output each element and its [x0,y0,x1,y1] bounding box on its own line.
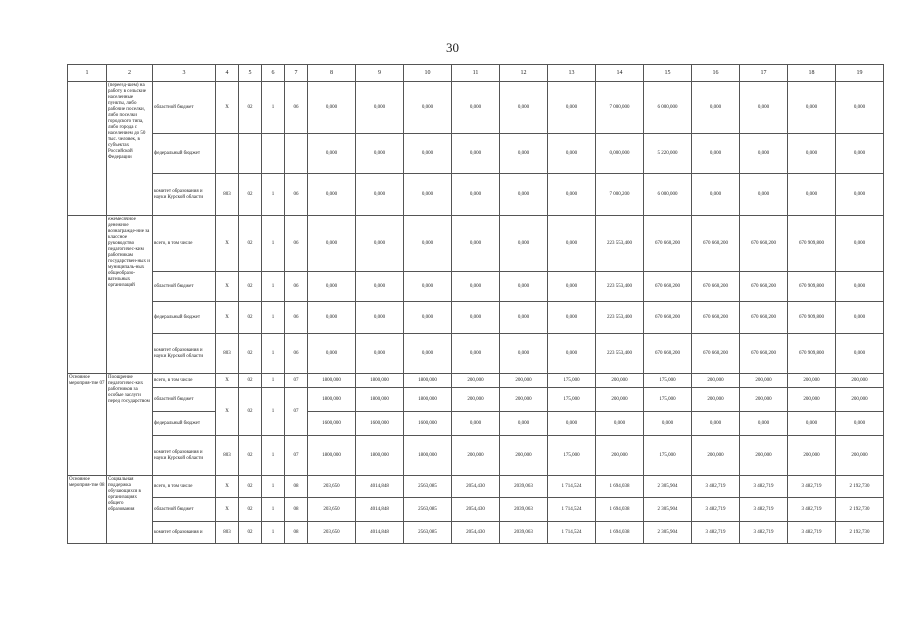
amount-cell: 670 660,200 [740,216,788,272]
amount-cell: 200,000 [692,374,740,388]
amount-cell: 1 694,038 [596,498,644,522]
funding-source-cell: всего, в том числе [153,476,216,498]
amount-cell: 670 660,200 [692,272,740,302]
amount-cell: 2054,430 [452,498,500,522]
amount-cell: 0,000 [452,272,500,302]
amount-cell: 1800,000 [308,436,356,476]
funding-source-cell: комитет образования и [153,522,216,544]
amount-cell: 0,000 [356,134,404,174]
amount-cell: 0,000 [452,82,500,134]
amount-cell: 200,000 [452,388,500,412]
amount-cell: 175,000 [644,374,692,388]
code-rz-cell: 02 [239,174,262,216]
column-number-cell: 8 [308,65,356,82]
amount-cell: 0,000 [548,272,596,302]
amount-cell: 0,000 [356,82,404,134]
amount-cell: 0,000 [548,216,596,272]
amount-cell: 0,000 [404,216,452,272]
amount-cell: 0,000 [452,134,500,174]
table-row [68,272,884,302]
amount-cell: 2563,085 [404,498,452,522]
code-csr-cell: 07 [285,388,308,436]
amount-cell: 7 000,200 [596,174,644,216]
funding-source-cell: федеральный бюджет [153,302,216,334]
funding-source-cell: всего, в том числе [153,216,216,272]
code-rz-cell: 02 [239,388,262,436]
amount-cell: 4014,848 [356,522,404,544]
amount-cell: 0,000 [356,174,404,216]
event-code-cell: Основное мероприя-тие 08 [68,476,107,544]
amount-cell: 1800,000 [404,374,452,388]
amount-cell: 200,000 [452,436,500,476]
amount-cell: 200,000 [500,388,548,412]
code-pr-cell: 1 [262,272,285,302]
amount-cell: 4014,848 [356,498,404,522]
code-rz-cell: 02 [239,302,262,334]
amount-cell: 1 714,524 [548,498,596,522]
amount-cell: 200,000 [740,374,788,388]
amount-cell: 3 482,719 [740,498,788,522]
amount-cell: 670 660,200 [740,334,788,374]
code-pr-cell [262,134,285,174]
amount-cell: 0,000 [692,412,740,436]
code-pr-cell: 1 [262,476,285,498]
amount-cell: 223 553,400 [596,216,644,272]
table-row [68,134,884,174]
amount-cell: 2 192,730 [836,476,884,498]
funding-source-cell: комитет образования и науки Курской области [153,334,216,374]
amount-cell: 203,650 [308,498,356,522]
amount-cell: 0,000 [308,302,356,334]
code-rz-cell: 02 [239,334,262,374]
amount-cell: 1800,000 [356,436,404,476]
code-csr-cell: 06 [285,174,308,216]
amount-cell: 3 482,719 [740,522,788,544]
amount-cell: 0,000 [740,174,788,216]
amount-cell: 2 305,904 [644,498,692,522]
amount-cell: 200,000 [596,374,644,388]
amount-cell: 670 660,200 [644,302,692,334]
code-rz-cell: 02 [239,272,262,302]
funding-source-cell: областной бюджет [153,272,216,302]
amount-cell: 200,000 [692,388,740,412]
code-grbs-cell: X [216,374,239,388]
amount-cell: 200,000 [452,374,500,388]
code-rz-cell: 02 [239,522,262,544]
amount-cell: 0,000 [548,412,596,436]
amount-cell: 200,000 [788,374,836,388]
table-row [68,498,884,522]
code-csr-cell: 08 [285,522,308,544]
amount-cell: 670 909,800 [788,334,836,374]
amount-cell: 670 660,200 [644,216,692,272]
column-number-cell: 1 [68,65,107,82]
code-rz-cell: 02 [239,476,262,498]
funding-source-cell: комитет образования и науки Курской области [153,436,216,476]
code-rz-cell: 02 [239,82,262,134]
column-number-cell: 10 [404,65,452,82]
amount-cell: 175,000 [548,436,596,476]
amount-cell: 670 660,200 [692,216,740,272]
code-csr-cell: 07 [285,436,308,476]
amount-cell: 0,000 [788,134,836,174]
table-row [68,334,884,374]
code-csr-cell: 08 [285,476,308,498]
column-number-cell: 7 [285,65,308,82]
table-row [68,82,884,134]
amount-cell: 1800,000 [404,388,452,412]
code-grbs-cell: X [216,388,239,436]
amount-cell: 0,000 [740,134,788,174]
column-number-cell: 13 [548,65,596,82]
event-code-cell: Основное мероприя-тие 07 [68,374,107,476]
amount-cell: 0,000 [308,134,356,174]
amount-cell: 200,000 [788,388,836,412]
funding-source-cell: федеральный бюджет [153,134,216,174]
funding-source-cell: областной бюджет [153,82,216,134]
amount-cell: 0,000 [356,272,404,302]
funding-source-cell: федеральный бюджет [153,412,216,436]
amount-cell: 2039,063 [500,498,548,522]
amount-cell: 0,000 [356,216,404,272]
amount-cell: 5 220,000 [644,134,692,174]
amount-cell: 1600,000 [308,412,356,436]
column-number-cell: 14 [596,65,644,82]
amount-cell: 0,000 [404,82,452,134]
amount-cell: 223 553,400 [596,334,644,374]
header-row [68,65,884,82]
table-row [68,388,884,412]
amount-cell: 0,000 [836,412,884,436]
amount-cell: 2 305,904 [644,476,692,498]
amount-cell: 0,000 [500,412,548,436]
column-number-cell: 19 [836,65,884,82]
code-csr-cell: 06 [285,82,308,134]
code-rz-cell: 02 [239,498,262,522]
amount-cell: 0,000 [452,174,500,216]
amount-cell: 670 660,200 [740,272,788,302]
amount-cell: 2039,063 [500,522,548,544]
amount-cell: 0,000 [308,216,356,272]
amount-cell: 670 660,200 [740,302,788,334]
amount-cell: 0,000 [692,82,740,134]
code-grbs-cell: X [216,82,239,134]
amount-cell: 0,000 [836,82,884,134]
column-number-cell: 15 [644,65,692,82]
column-number-cell: 16 [692,65,740,82]
code-pr-cell: 1 [262,302,285,334]
amount-cell: 0,000 [644,412,692,436]
amount-cell: 0,000 [836,216,884,272]
page-number: 30 [446,40,459,55]
amount-cell: 0,000 [404,134,452,174]
amount-cell: 0,000 [452,412,500,436]
code-grbs-cell: 803 [216,522,239,544]
code-csr-cell: 06 [285,334,308,374]
amount-cell: 0,000 [740,82,788,134]
amount-cell: 1600,000 [404,412,452,436]
amount-cell: 0,000 [788,82,836,134]
amount-cell: 3 482,719 [788,498,836,522]
amount-cell: 1800,000 [308,388,356,412]
amount-cell: 0,000 [548,134,596,174]
code-pr-cell: 1 [262,498,285,522]
amount-cell: 0,000 [836,302,884,334]
table-row [68,412,884,436]
code-pr-cell: 1 [262,388,285,436]
amount-cell: 3 482,719 [788,476,836,498]
event-code-cell [68,216,107,374]
amount-cell: 6 000,000 [644,82,692,134]
amount-cell: 670 660,200 [644,272,692,302]
amount-cell: 6 000,000 [644,174,692,216]
amount-cell: 670 660,200 [644,334,692,374]
amount-cell: 1800,000 [356,374,404,388]
amount-cell: 3 482,719 [692,498,740,522]
amount-cell: 200,000 [836,436,884,476]
amount-cell: 4014,848 [356,476,404,498]
column-number-cell: 2 [107,65,153,82]
amount-cell: 0,000 [356,334,404,374]
amount-cell: 0,000 [836,334,884,374]
event-name-cell: Социальная поддержка обучающихся в организациях общего образования [107,476,153,544]
amount-cell: 0,000 [548,174,596,216]
code-grbs-cell [216,134,239,174]
column-number-cell: 17 [740,65,788,82]
amount-cell: 175,000 [548,388,596,412]
amount-cell: 0,000 [836,134,884,174]
code-grbs-cell: X [216,272,239,302]
amount-cell: 2 192,730 [836,498,884,522]
code-csr-cell [285,134,308,174]
code-grbs-cell: 803 [216,334,239,374]
amount-cell: 0,000 [404,174,452,216]
code-pr-cell: 1 [262,82,285,134]
amount-cell: 1 714,524 [548,476,596,498]
code-rz-cell: 02 [239,374,262,388]
amount-cell: 670 909,800 [788,216,836,272]
code-grbs-cell: X [216,498,239,522]
amount-cell: 3 482,719 [692,522,740,544]
amount-cell: 670 660,200 [692,302,740,334]
amount-cell: 0,000 [308,174,356,216]
amount-cell: 223 553,400 [596,302,644,334]
code-csr-cell: 06 [285,302,308,334]
amount-cell: 2 305,904 [644,522,692,544]
code-pr-cell: 1 [262,216,285,272]
funding-source-cell: областной бюджет [153,388,216,412]
code-pr-cell: 1 [262,334,285,374]
amount-cell: 200,000 [596,388,644,412]
amount-cell: 2563,085 [404,522,452,544]
code-grbs-cell: 803 [216,174,239,216]
funding-source-cell: всего, в том числе [153,374,216,388]
code-pr-cell: 1 [262,174,285,216]
amount-cell: 0,000 [596,412,644,436]
amount-cell: 0,000 [500,216,548,272]
amount-cell: 0,000 [500,334,548,374]
amount-cell: 203,650 [308,522,356,544]
amount-cell: 0,000 [836,174,884,216]
amount-cell: 0,000 [404,272,452,302]
amount-cell: 0,000 [308,82,356,134]
amount-cell: 0,000 [500,302,548,334]
column-number-cell: 5 [239,65,262,82]
amount-cell: 200,000 [692,436,740,476]
amount-cell: 1600,000 [356,412,404,436]
amount-cell: 670 909,800 [788,302,836,334]
amount-cell: 0,000 [548,82,596,134]
amount-cell: 1 694,038 [596,476,644,498]
amount-cell: 1800,000 [404,436,452,476]
table-row [68,174,884,216]
code-grbs-cell: X [216,302,239,334]
code-rz-cell: 02 [239,216,262,272]
code-csr-cell: 06 [285,272,308,302]
funding-source-cell: комитет образования и науки Курской области [153,174,216,216]
code-pr-cell: 1 [262,374,285,388]
amount-cell: 0,000 [452,302,500,334]
amount-cell: 200,000 [740,436,788,476]
amount-cell: 175,000 [644,388,692,412]
amount-cell: 0,000 [548,334,596,374]
amount-cell: 200,000 [500,374,548,388]
column-number-cell: 9 [356,65,404,82]
column-number-cell: 18 [788,65,836,82]
amount-cell: 175,000 [548,374,596,388]
event-name-cell: (переезд-шем) на работу в сельские населенные пункты, либо рабочие поселки, либо поселки городского типа, либо города с населением до 50 тыс. человек, в субъектах Российской Федерации [107,82,153,216]
amount-cell: 0,000 [308,272,356,302]
amount-cell: 0,000 [500,82,548,134]
amount-cell: 223 553,400 [596,272,644,302]
event-code-cell [68,82,107,216]
amount-cell: 200,000 [740,388,788,412]
code-rz-cell: 02 [239,436,262,476]
table-row [68,522,884,544]
event-name-cell: Поощрение педагогичес-ких работников за особые заслуги перед государством [107,374,153,476]
amount-cell: 1 714,524 [548,522,596,544]
column-number-cell: 11 [452,65,500,82]
amount-cell: 0,000 [404,302,452,334]
table-row [68,216,884,272]
code-pr-cell: 1 [262,436,285,476]
amount-cell: 0,000 [836,272,884,302]
event-name-cell: ежемесячное денежное вознагражде-ние за классное руководство педагогичес-ким работникам государствен-ных и муниципаль-ных общеобразо-вательных организаций [107,216,153,374]
amount-cell: 0,000 [500,272,548,302]
amount-cell: 0,000 [452,216,500,272]
amount-cell: 0,000 [548,302,596,334]
amount-cell: 0,000 [308,334,356,374]
amount-cell: 2 192,730 [836,522,884,544]
table-row [68,302,884,334]
amount-cell: 0,000 [740,412,788,436]
amount-cell: 200,000 [596,436,644,476]
amount-cell: 1800,000 [308,374,356,388]
amount-cell: 1800,000 [356,388,404,412]
code-rz-cell [239,134,262,174]
funding-source-cell: областной бюджет [153,498,216,522]
amount-cell: 1 694,038 [596,522,644,544]
amount-cell: 3 482,719 [740,476,788,498]
amount-cell: 0,000 [788,174,836,216]
table-row [68,374,884,388]
amount-cell: 200,000 [836,388,884,412]
amount-cell: 2054,430 [452,522,500,544]
code-grbs-cell: 803 [216,436,239,476]
budget-table [67,64,884,544]
amount-cell: 0,000 [692,134,740,174]
amount-cell: 0,000,000 [596,134,644,174]
table-row [68,436,884,476]
amount-cell: 0,000 [404,334,452,374]
column-number-cell: 12 [500,65,548,82]
amount-cell: 3 482,719 [692,476,740,498]
amount-cell: 2039,063 [500,476,548,498]
amount-cell: 0,000 [452,334,500,374]
amount-cell: 200,000 [500,436,548,476]
amount-cell: 203,650 [308,476,356,498]
code-grbs-cell: X [216,216,239,272]
code-csr-cell: 06 [285,216,308,272]
amount-cell: 7 000,000 [596,82,644,134]
code-grbs-cell: X [216,476,239,498]
amount-cell: 3 482,719 [788,522,836,544]
amount-cell: 0,000 [788,412,836,436]
amount-cell: 0,000 [500,174,548,216]
amount-cell: 200,000 [836,374,884,388]
code-pr-cell: 1 [262,522,285,544]
code-csr-cell: 08 [285,498,308,522]
amount-cell: 2563,085 [404,476,452,498]
amount-cell: 670 660,200 [692,334,740,374]
amount-cell: 0,000 [500,134,548,174]
column-number-cell: 4 [216,65,239,82]
amount-cell: 2054,430 [452,476,500,498]
column-number-cell: 3 [153,65,216,82]
table-row [68,476,884,498]
amount-cell: 670 909,800 [788,272,836,302]
amount-cell: 0,000 [692,174,740,216]
amount-cell: 200,000 [788,436,836,476]
amount-cell: 175,000 [644,436,692,476]
code-csr-cell: 07 [285,374,308,388]
amount-cell: 0,000 [356,302,404,334]
column-number-cell: 6 [262,65,285,82]
